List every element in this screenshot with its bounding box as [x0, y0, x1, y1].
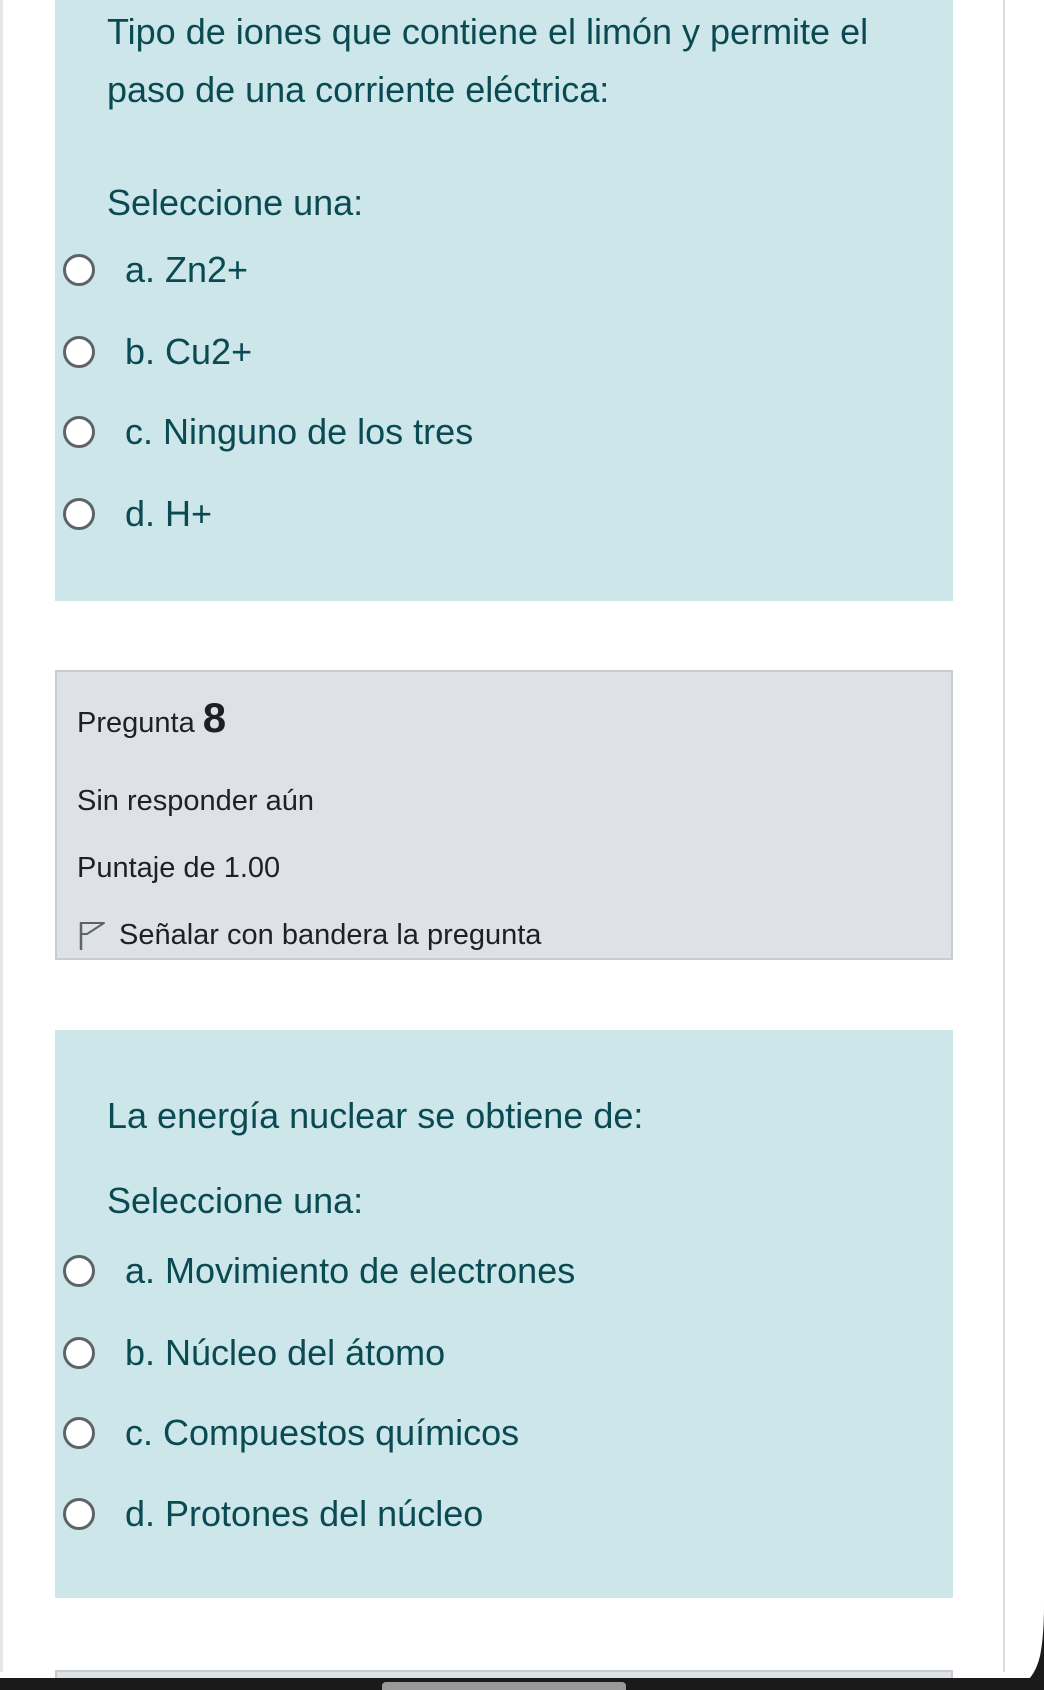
question-7-option-c[interactable]	[63, 410, 473, 454]
radio-unchecked-icon[interactable]	[63, 498, 95, 530]
option-label: d. H+	[125, 493, 213, 534]
question-7-option-d[interactable]	[63, 492, 212, 536]
question-status: Sin responder aún	[77, 785, 314, 817]
question-7-option-b[interactable]	[63, 330, 252, 374]
flag-outline-icon[interactable]	[77, 918, 107, 952]
question-number-prefix: Pregunta	[77, 707, 195, 739]
question-grade: Puntaje de 1.00	[77, 852, 281, 884]
question-7-prompt: Seleccione una:	[107, 182, 364, 223]
flag-question-link[interactable]	[77, 915, 541, 955]
radio-unchecked-icon[interactable]	[63, 416, 95, 448]
page-left-border	[0, 0, 3, 1672]
radio-unchecked-icon[interactable]	[63, 1255, 95, 1287]
radio-unchecked-icon[interactable]	[63, 1337, 95, 1369]
radio-unchecked-icon[interactable]	[63, 254, 95, 286]
question-8-option-a[interactable]	[63, 1249, 575, 1293]
question-8-option-b[interactable]	[63, 1331, 445, 1375]
option-label: c. Ninguno de los tres	[125, 411, 474, 452]
question-8-option-c[interactable]	[63, 1411, 519, 1455]
question-number-value: 8	[202, 694, 227, 741]
question-8-option-d[interactable]	[63, 1492, 483, 1536]
radio-unchecked-icon[interactable]	[63, 336, 95, 368]
question-7-text: Tipo de iones que contiene el limón y permite el paso de una corriente eléctrica:	[107, 11, 869, 110]
flag-question-label: Señalar con bandera la pregunta	[119, 918, 542, 951]
radio-unchecked-icon[interactable]	[63, 1417, 95, 1449]
option-label: c. Compuestos químicos	[125, 1412, 520, 1453]
question-8-text: La energía nuclear se obtiene de:	[107, 1095, 644, 1136]
question-number	[77, 692, 226, 749]
question-8-info	[55, 670, 953, 960]
radio-unchecked-icon[interactable]	[63, 1498, 95, 1530]
option-label: a. Zn2+	[125, 249, 249, 290]
option-label: b. Núcleo del átomo	[125, 1332, 446, 1373]
home-indicator[interactable]	[382, 1682, 626, 1690]
question-8-prompt: Seleccione una:	[107, 1180, 364, 1221]
option-label: d. Protones del núcleo	[125, 1493, 484, 1534]
option-label: b. Cu2+	[125, 331, 253, 372]
page-right-border	[1003, 0, 1005, 1672]
option-label: a. Movimiento de electrones	[125, 1250, 576, 1291]
question-7-option-a[interactable]	[63, 248, 248, 292]
